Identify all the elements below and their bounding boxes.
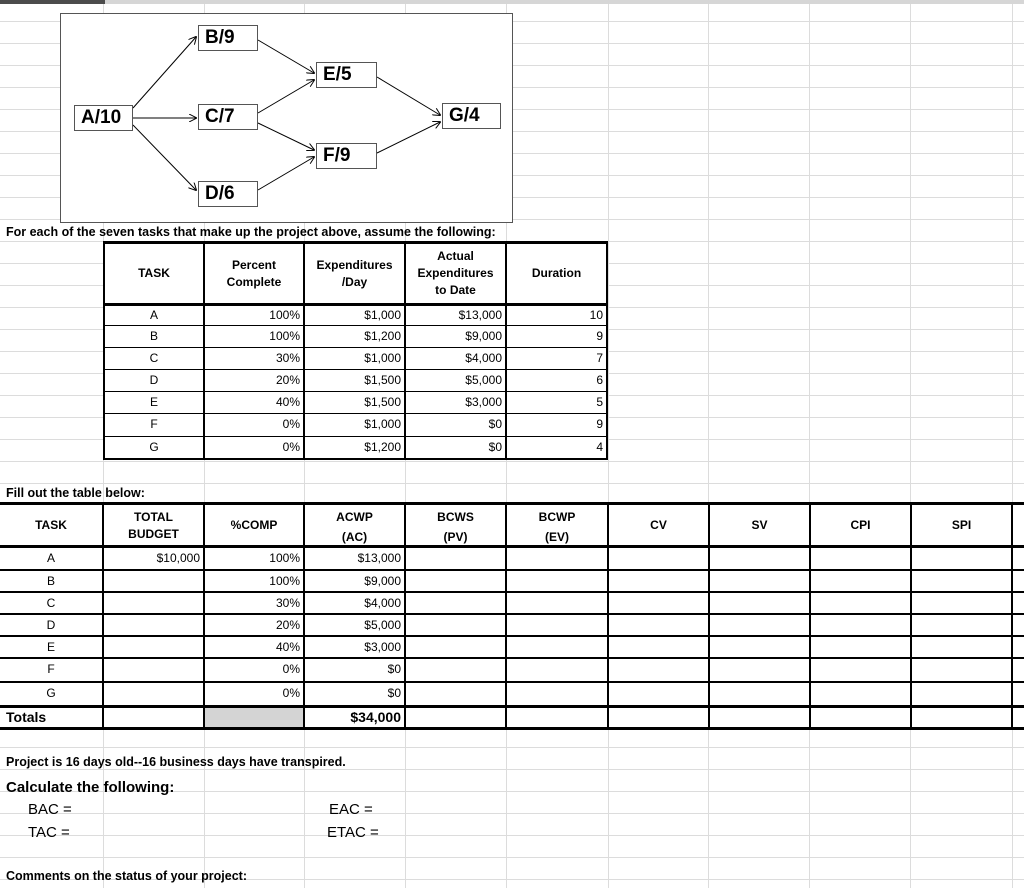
fill-instruction: Fill out the table below: [6,486,145,500]
t1-exp-cell[interactable]: $1,000 [364,351,401,365]
diagram-node-f[interactable]: F/9 [316,143,377,169]
t1-duration-cell[interactable]: 9 [596,417,603,431]
t2-task-cell[interactable]: C [46,596,56,610]
t1-percent-cell[interactable]: 100% [269,308,300,322]
t1-exp-cell[interactable]: $1,000 [364,417,401,431]
t1-duration-cell[interactable]: 7 [596,351,603,365]
tac-label: TAC = [28,824,70,841]
t2-header-bcwp: BCWP (EV) [538,510,576,544]
t2-task-cell[interactable]: E [46,640,55,654]
t2-acwp-cell[interactable]: $0 [387,662,401,676]
bac-label: BAC = [28,801,72,818]
eac-label: EAC = [329,801,373,818]
t2-budget-cell[interactable] [104,571,203,591]
arrow-d-f [258,157,314,190]
t2-task-cell[interactable]: D [46,618,56,632]
diagram-node-e[interactable]: E/5 [316,62,377,88]
t1-percent-cell[interactable]: 20% [275,373,300,387]
t1-actual-cell[interactable]: $0 [488,417,502,431]
t1-task-cell[interactable]: D [149,373,159,387]
t1-actual-cell[interactable]: $0 [488,440,502,454]
t2-budget-cell[interactable]: $10,000 [156,551,200,565]
arrow-f-g [377,122,440,153]
diagram-node-g[interactable]: G/4 [442,103,501,129]
t1-exp-cell[interactable]: $1,500 [364,395,401,409]
t1-header-duration: Duration [531,266,582,280]
t1-percent-cell[interactable]: 0% [282,417,300,431]
arrow-e-g [377,77,440,115]
totals-comp-shaded-cell[interactable] [205,708,303,727]
t2-comp-cell[interactable]: 40% [275,640,300,654]
t2-task-cell[interactable]: G [46,686,56,700]
comments-label: Comments on the status of your project: [6,869,247,883]
t1-task-cell[interactable]: G [149,440,159,454]
t2-header-task: TASK [35,518,67,532]
t2-comp-cell[interactable]: 0% [282,662,300,676]
t2-task-cell[interactable]: F [47,662,55,676]
t1-percent-cell[interactable]: 0% [282,440,300,454]
calculate-heading: Calculate the following: [6,779,175,796]
t2-task-cell[interactable]: A [46,551,55,565]
t2-budget-cell[interactable] [104,683,203,703]
t2-header-sv: SV [751,518,768,532]
t2-header-bcws: BCWS (PV) [437,510,474,544]
t1-header-expenditures: Expenditures /Day [316,258,393,289]
t1-task-cell[interactable]: E [149,395,158,409]
t1-task-cell[interactable]: F [150,417,158,431]
t2-acwp-cell[interactable]: $0 [387,686,401,700]
t2-budget-cell[interactable] [104,659,203,679]
t2-budget-cell[interactable] [104,637,203,657]
t1-header-percent: Percent Complete [226,258,282,289]
t2-header-comp: %COMP [230,518,278,532]
t1-duration-cell[interactable]: 9 [596,329,603,343]
t2-acwp-cell[interactable]: $5,000 [364,618,401,632]
diagram-node-b[interactable]: B/9 [198,25,258,51]
arrow-b-e [258,40,314,73]
t1-actual-cell[interactable]: $9,000 [465,329,502,343]
t1-duration-cell[interactable]: 5 [596,395,603,409]
t1-percent-cell[interactable]: 30% [275,351,300,365]
t2-comp-cell[interactable]: 0% [282,686,300,700]
t2-comp-cell[interactable]: 20% [275,618,300,632]
t1-task-cell[interactable]: C [149,351,159,365]
project-age-text: Project is 16 days old--16 business days have transpired. [6,755,346,769]
diagram-node-c[interactable]: C/7 [198,104,258,130]
t2-comp-cell[interactable]: 30% [275,596,300,610]
t2-task-cell[interactable]: B [46,574,55,588]
diagram-node-a[interactable]: A/10 [74,105,133,131]
t2-header-total-budget: TOTAL BUDGET [128,510,179,541]
t2-header-cv: CV [650,518,667,532]
t2-header-acwp: ACWP (AC) [336,510,373,544]
t1-duration-cell[interactable]: 6 [596,373,603,387]
t1-exp-cell[interactable]: $1,000 [364,308,401,322]
t1-percent-cell[interactable]: 100% [269,329,300,343]
totals-acwp-cell[interactable]: $34,000 [350,709,401,725]
arrow-c-e [258,80,314,113]
arrow-a-d [133,125,196,190]
t1-exp-cell[interactable]: $1,200 [364,329,401,343]
t1-actual-cell[interactable]: $13,000 [458,308,502,322]
t1-header-actual: Actual Expenditures to Date [417,249,494,297]
diagram-node-d[interactable]: D/6 [198,181,258,207]
t1-exp-cell[interactable]: $1,200 [364,440,401,454]
t2-acwp-cell[interactable]: $3,000 [364,640,401,654]
t1-task-cell[interactable]: A [149,308,158,322]
arrow-a-b [133,37,196,108]
t2-budget-cell[interactable] [104,615,203,635]
t1-exp-cell[interactable]: $1,500 [364,373,401,387]
t2-comp-cell[interactable]: 100% [269,551,300,565]
t2-comp-cell[interactable]: 100% [269,574,300,588]
t2-acwp-cell[interactable]: $13,000 [357,551,401,565]
t1-actual-cell[interactable]: $5,000 [465,373,502,387]
t2-header-cpi: CPI [850,518,871,532]
t1-actual-cell[interactable]: $3,000 [465,395,502,409]
t1-duration-cell[interactable]: 4 [596,440,603,454]
t1-actual-cell[interactable]: $4,000 [465,351,502,365]
t1-percent-cell[interactable]: 40% [275,395,300,409]
t2-budget-cell[interactable] [104,593,203,613]
t1-header-task: TASK [138,266,170,280]
t2-header-spi: SPI [951,518,972,532]
arrow-c-f [258,123,314,150]
etac-label: ETAC = [327,824,379,841]
t2-acwp-cell[interactable]: $9,000 [364,574,401,588]
t1-duration-cell[interactable]: 10 [589,308,603,322]
t2-acwp-cell[interactable]: $4,000 [364,596,401,610]
diagram-arrows [0,0,1024,230]
intro-text: For each of the seven tasks that make up the project above, assume the following: [6,225,496,239]
totals-label: Totals [6,709,47,725]
t1-task-cell[interactable]: B [149,329,158,343]
